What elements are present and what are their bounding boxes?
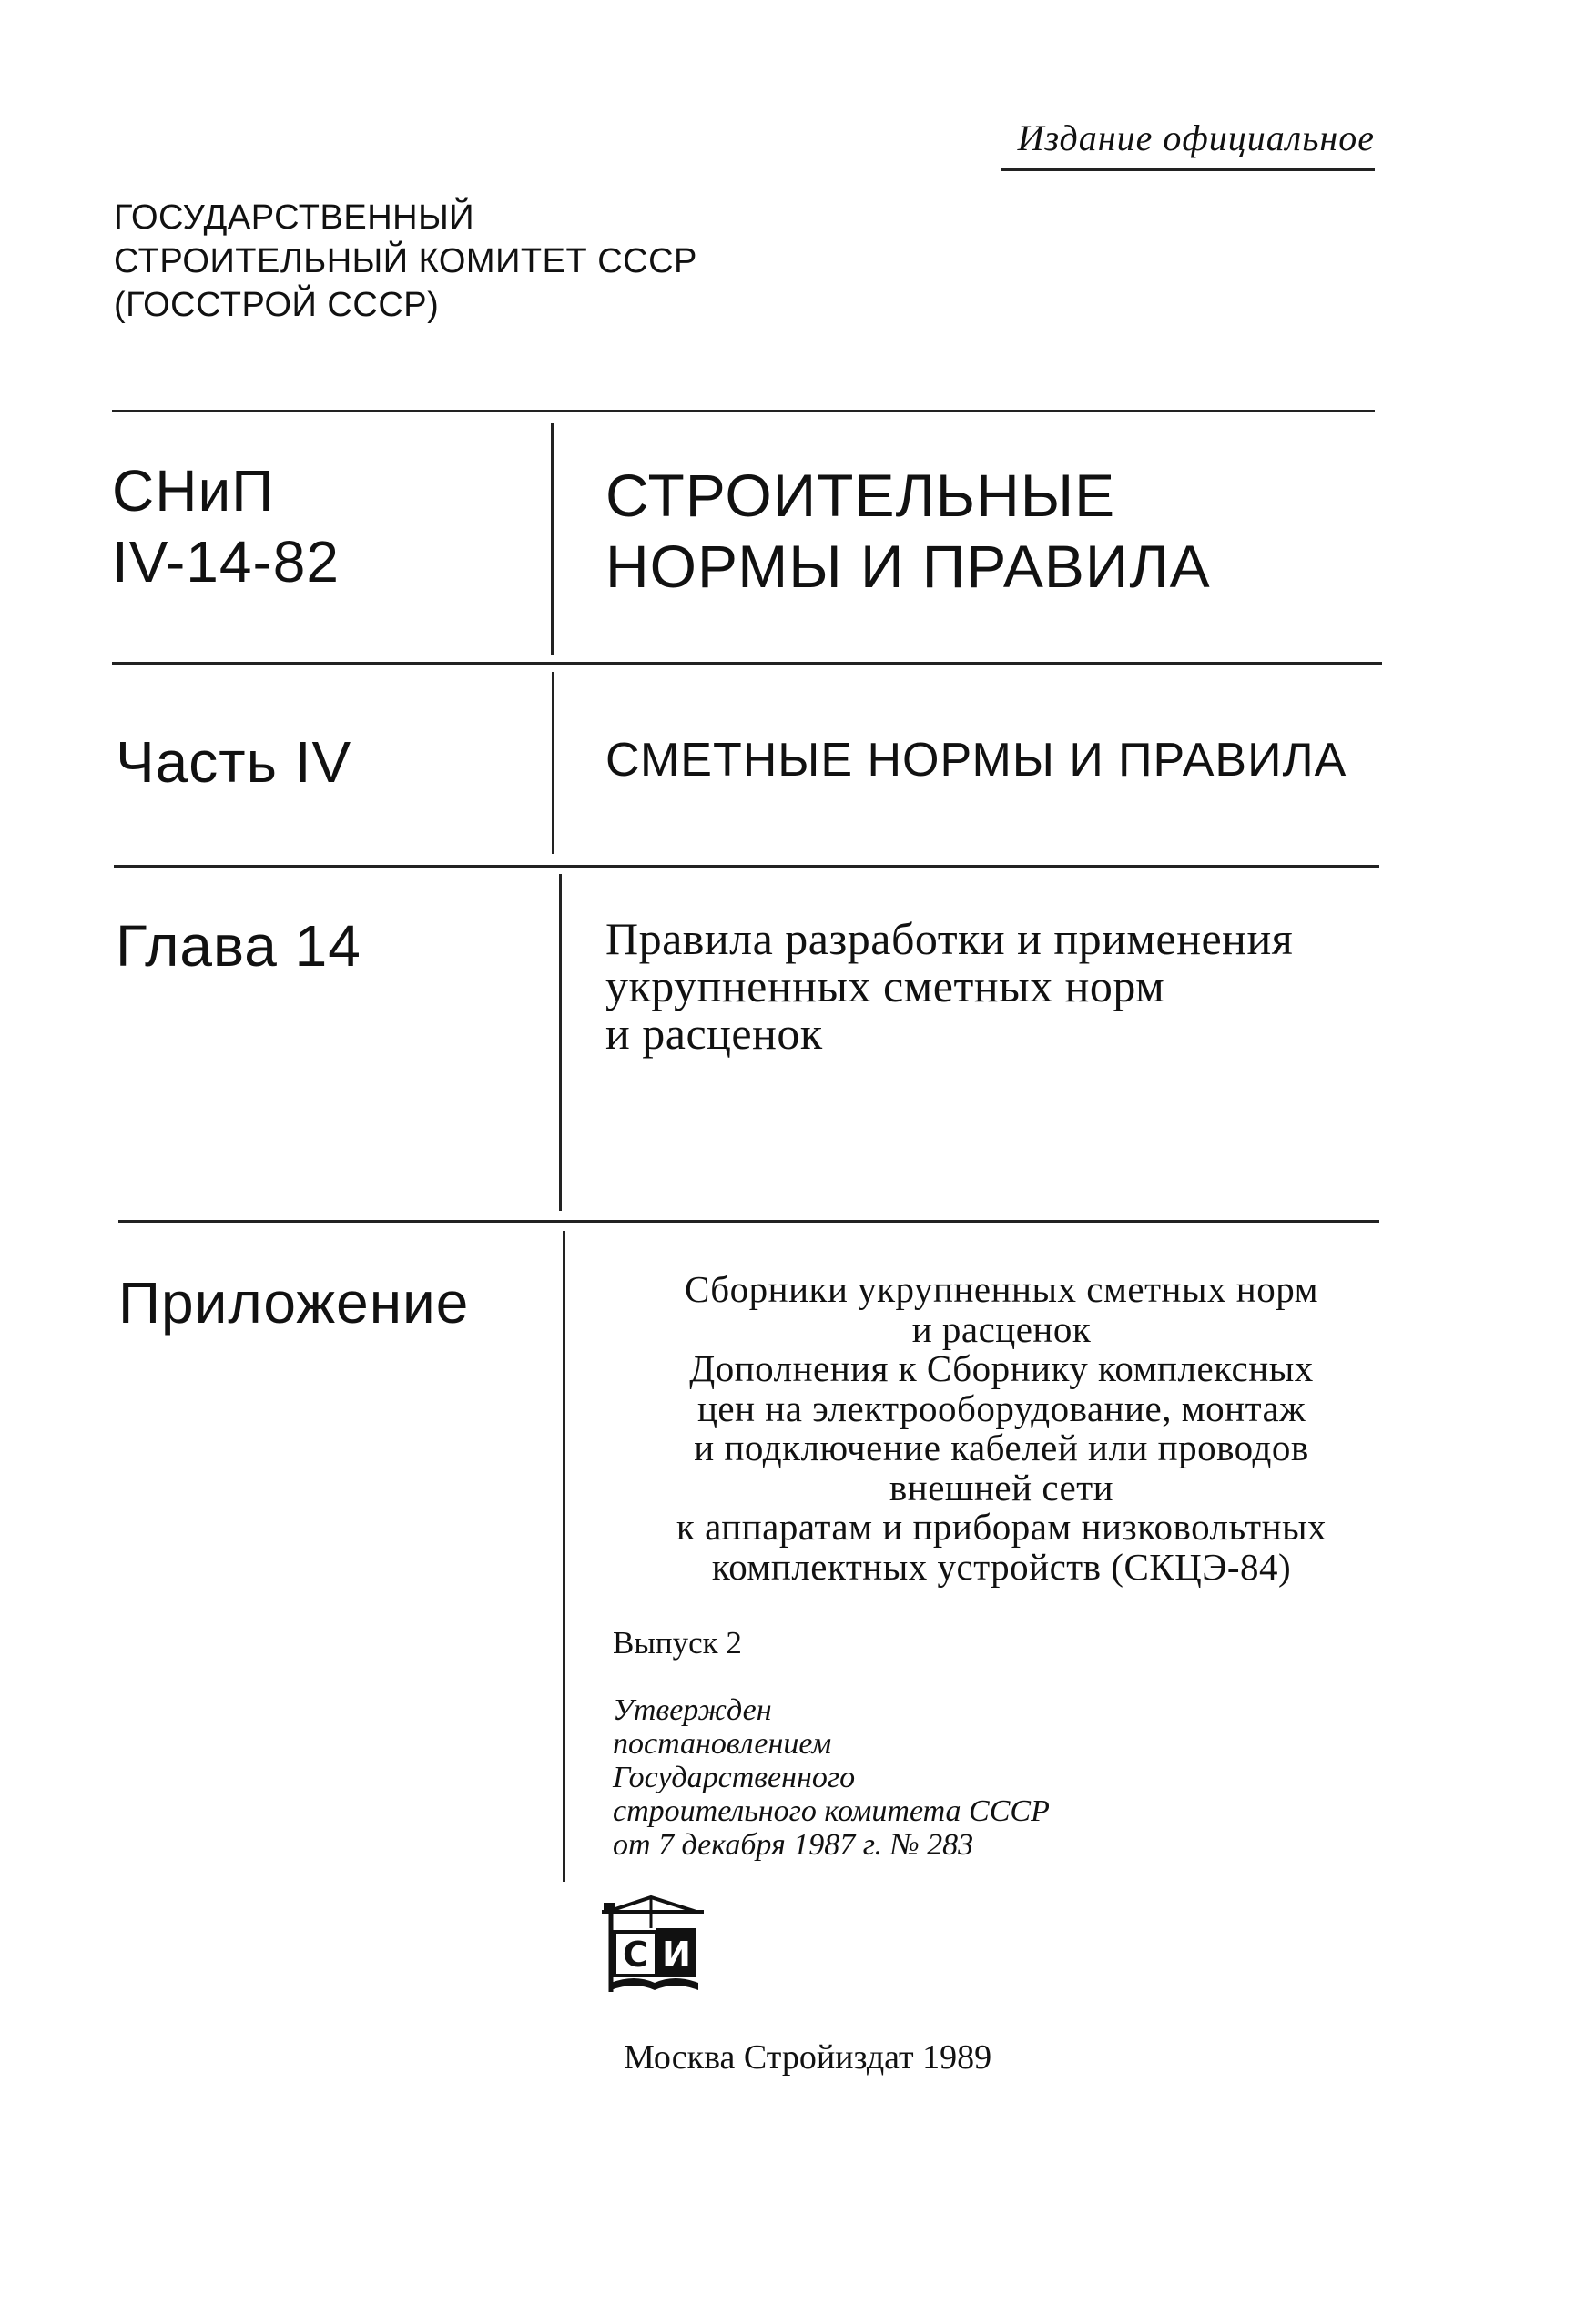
svg-text:И: И [662, 1935, 691, 1975]
approval-line: постановлением [613, 1727, 832, 1761]
organization-name [114, 196, 697, 327]
appendix-description-line: Дополнения к Сборнику комплексных [689, 1347, 1314, 1389]
publisher-imprint: Москва Стройиздат 1989 [624, 2038, 992, 2077]
document-code-line: СНиП [112, 458, 275, 523]
organization-line: ГОСУДАРСТВЕННЫЙ [114, 198, 475, 237]
chapter-title-line: укрупненных сметных норм [605, 960, 1165, 1011]
appendix-description-line: Сборники укрупненных сметных норм [684, 1268, 1319, 1310]
divider-chapter [114, 865, 1379, 868]
approval-line: Государственного [613, 1761, 856, 1794]
divider-top [112, 410, 1375, 412]
part-label-text: Часть IV [116, 729, 352, 795]
chapter-label [116, 910, 361, 981]
document-title-line: СТРОИТЕЛЬНЫЕ [605, 462, 1116, 529]
official-edition-label: Издание официальное [1001, 117, 1375, 171]
chapter-label-text: Глава 14 [116, 913, 361, 979]
approval-line: от 7 декабря 1987 г. № 283 [613, 1828, 974, 1862]
appendix-description-line: и расценок [911, 1307, 1092, 1350]
organization-line: (ГОССТРОЙ СССР) [114, 286, 440, 324]
appendix-description-line: к аппаратам и приборам низковольтных [676, 1506, 1327, 1548]
appendix-description-line: комплектных устройств (СКЦЭ-84) [711, 1545, 1292, 1588]
appendix-description-line: и подключение кабелей или проводов [694, 1427, 1309, 1468]
appendix-description [601, 1270, 1402, 1587]
stroyizdat-logo-icon [598, 1892, 707, 2001]
document-title [605, 460, 1211, 602]
approval-line: строительного комитета СССР [613, 1794, 1050, 1828]
column-divider-part [552, 672, 554, 854]
appendix-label-text: Приложение [118, 1270, 470, 1336]
part-title-text: СМЕТНЫЕ НОРМЫ И ПРАВИЛА [605, 734, 1347, 787]
document-code [112, 455, 340, 597]
appendix-description-line: внешней сети [889, 1466, 1114, 1508]
column-divider-chapter [559, 874, 562, 1211]
divider-appendix [118, 1220, 1379, 1223]
issue-number: Выпуск 2 [613, 1625, 742, 1661]
divider-part [112, 662, 1382, 665]
part-label [116, 726, 351, 797]
document-code-line: IV-14-82 [112, 529, 340, 594]
column-divider-appendix [563, 1231, 565, 1882]
document-title-line: НОРМЫ И ПРАВИЛА [605, 533, 1211, 600]
chapter-title [605, 915, 1388, 1057]
chapter-title-line: Правила разработки и применения [605, 913, 1294, 964]
organization-line: СТРОИТЕЛЬНЫЙ КОМИТЕТ СССР [114, 242, 697, 280]
column-divider-document [551, 423, 554, 655]
chapter-title-line: и расценок [605, 1008, 823, 1059]
approval-note [613, 1693, 1050, 1862]
appendix-label [118, 1267, 469, 1338]
svg-text:С: С [623, 1935, 648, 1975]
approval-line: Утвержден [613, 1693, 772, 1727]
appendix-description-line: цен на электрооборудование, монтаж [696, 1387, 1306, 1429]
part-title [605, 733, 1347, 787]
